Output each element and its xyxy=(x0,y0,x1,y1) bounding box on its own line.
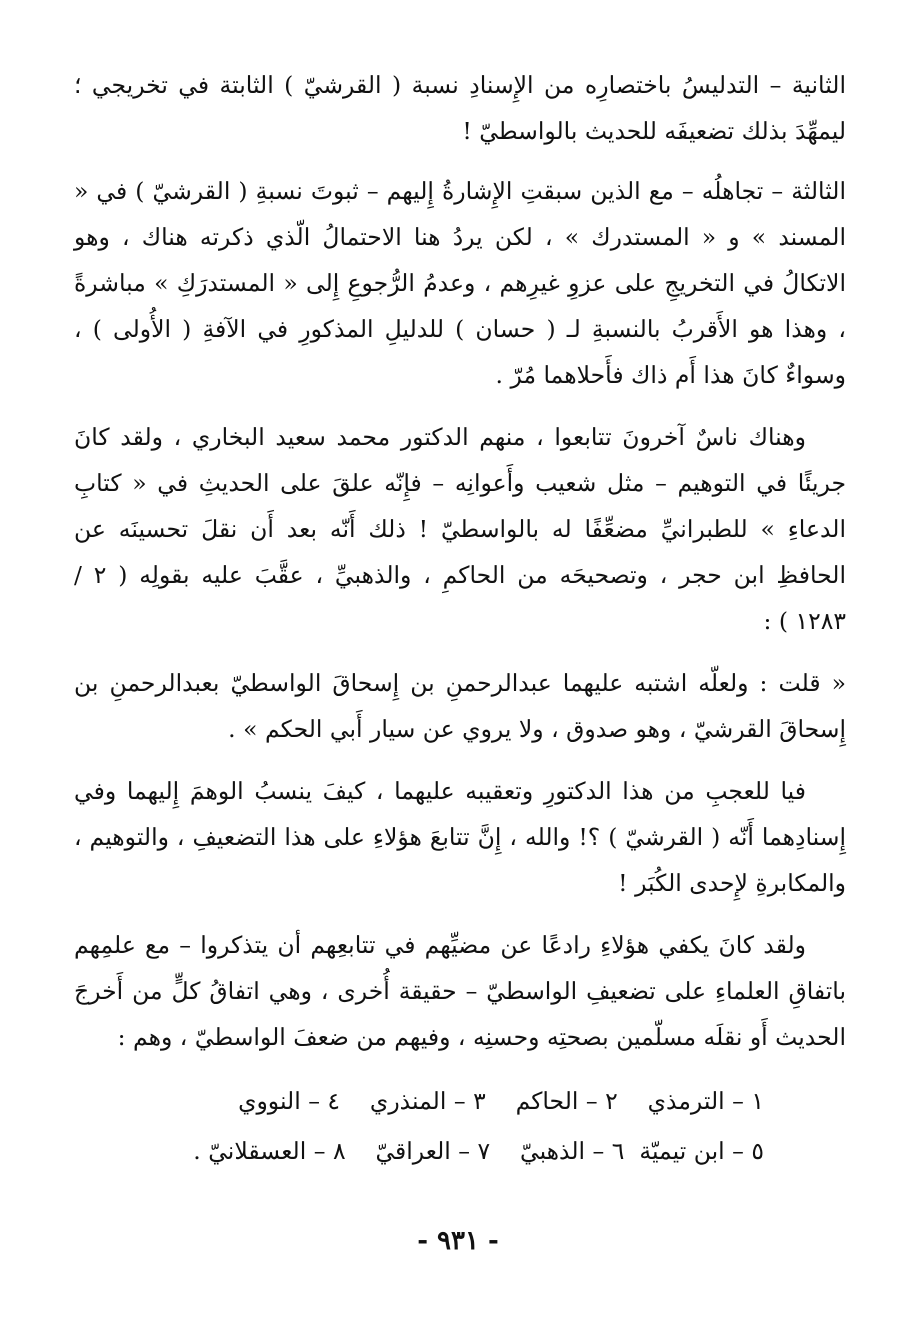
paragraph-second-point: الثانية – التدليسُ باختصارِه من الإِسنادِ نسبة ( القرشيّ ) الثابتة في تخريجي ؛ ليمهِّدَ بذلك تضعيفَه للحديث بالواسطيّ ! xyxy=(74,71,846,145)
list-item: ١ – الترمذي ٢ – الحاكم ٣ – المنذري ٤ – النووي xyxy=(238,1087,764,1115)
paragraph-quotation: « قلت : ولعلّه اشتبه عليهما عبدالرحمنِ بن إِسحاقَ الواسطيّ بعبدالرحمنِ بن إِسحاقَ القرشيّ ، وهو صدوق ، ولا يروي عن سيار أَبي الحكم » . xyxy=(74,669,846,743)
list-item: ٥ – ابن تيميّة ٦ – الذهبيّ ٧ – العراقيّ ٨ – العسقلانيّ . xyxy=(193,1137,764,1165)
paragraph-wonder: فيا للعجبِ من هذا الدكتورِ وتعقيبه عليهما ، كيفَ ينسبُ الوهمَ إِليهما وفي إِسنادِهما أَنّه ( القرشيّ ) ؟! والله ، إِنَّ تتابعَ هؤلاءِ على هذا التضعيفِ ، والتوهيم ، والمكابرةِ لإِحدى الكُبَر ! xyxy=(74,777,846,897)
paragraph-others-followed: وهناك ناسٌ آخرونَ تتابعوا ، منهم الدكتور محمد سعيد البخاري ، ولقد كانَ جريئًا في التوهيم – مثل شعيب وأَعوانِه – فإِنّه علقَ على الحديثِ في « كتابِ الدعاءِ » للطبرانيِّ مضعِّفًا له بالواسطيّ ! ذلك أَنّه بعد أَن نقلَ تحسينَه عن الحافظِ ابن حجر ، وتصحيحَه من الحاكمِ ، والذهبيِّ ، عقَّبَ عليه بقولِه ( ٢ / ١٢٨٣ ) : xyxy=(74,423,846,635)
page-body xyxy=(74,62,846,1176)
paragraph-third-point: الثالثة – تجاهلُه – مع الذين سبقتِ الإِشارةُ إِليهم – ثبوتَ نسبةِ ( القرشيّ ) في « المسند » و « المستدرك » ، لكن يردُ هنا الاحتمالُ الّذي ذكرته هناك ، وهو الاتكالُ في التخريجِ على عزوِ غيرِهم ، وعدمُ الرُّجوعِ إِلى « المستدرَكِ » مباشرةً ، وهذا هو الأَقربُ بالنسبةِ لـ ( حسان ) للدليلِ المذكورِ في الآفةِ ( الأُولى ) ، وسواءٌ كانَ هذا أَم ذاك فأَحلاهما مُرّ . xyxy=(74,177,846,389)
paragraph-agreement: ولقد كانَ يكفي هؤلاءِ رادعًا عن مضيِّهم في تتابعِهم أن يتذكروا – مع علمِهم باتفاقِ العلماءِ على تضعيفِ الواسطيّ – حقيقة أُخرى ، وهي اتفاقُ كلٍّ من أَخرجَ الحديث أَو نقلَه مسلّمين بصحتِه وحسنِه ، وفيهم من ضعفَ الواسطيّ ، وهم : xyxy=(74,931,846,1051)
scholars-list xyxy=(74,1076,846,1176)
page-number: - ٩٣١ - xyxy=(417,1226,499,1256)
